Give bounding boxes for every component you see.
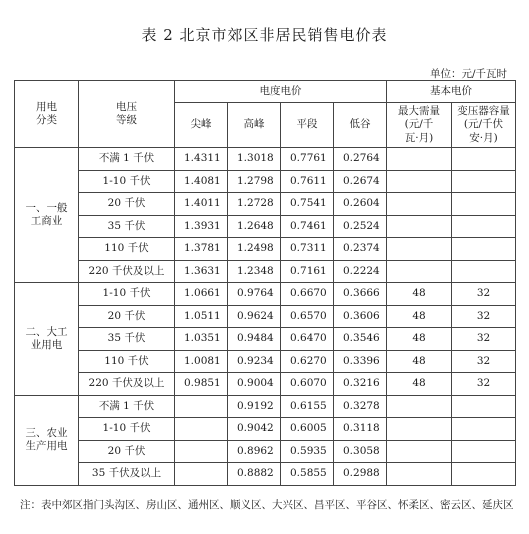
sharp-peak-price-cell: [175, 463, 228, 486]
voltage-cell: 20 千伏: [79, 193, 175, 216]
category-cell: 二、大工 业用电: [15, 283, 79, 396]
max-demand-price-cell: [387, 418, 452, 441]
flat-price-cell: 0.6270: [281, 350, 334, 373]
voltage-cell: 1-10 千伏: [79, 170, 175, 193]
max-demand-price-cell: [387, 193, 452, 216]
max-demand-price-cell: 48: [387, 305, 452, 328]
sharp-peak-price-cell: 1.4011: [175, 193, 228, 216]
table-row: [15, 463, 516, 486]
transformer-capacity-price-cell: [452, 238, 516, 261]
header-sharp-peak: 尖峰: [175, 103, 228, 148]
table-row: [15, 148, 516, 171]
transformer-capacity-price-cell: [452, 418, 516, 441]
max-demand-price-cell: 48: [387, 283, 452, 306]
valley-price-cell: 0.2604: [334, 193, 387, 216]
valley-price-cell: 0.3606: [334, 305, 387, 328]
voltage-cell: 220 千伏及以上: [79, 260, 175, 283]
sharp-peak-price-cell: 1.3781: [175, 238, 228, 261]
transformer-capacity-price-cell: 32: [452, 328, 516, 351]
voltage-cell: 不满 1 千伏: [79, 395, 175, 418]
header-flat: 平段: [281, 103, 334, 148]
max-demand-price-cell: [387, 238, 452, 261]
header-transformer-capacity: 变压器容量 (元/千伏 安·月): [452, 103, 516, 148]
voltage-cell: 不满 1 千伏: [79, 148, 175, 171]
sharp-peak-price-cell: 1.0511: [175, 305, 228, 328]
sharp-peak-price-cell: 1.3631: [175, 260, 228, 283]
voltage-cell: 20 千伏: [79, 440, 175, 463]
valley-price-cell: 0.3118: [334, 418, 387, 441]
voltage-cell: 35 千伏: [79, 328, 175, 351]
flat-price-cell: 0.7161: [281, 260, 334, 283]
valley-price-cell: 0.3396: [334, 350, 387, 373]
peak-price-cell: 0.9484: [228, 328, 281, 351]
footnote: 注：表中郊区指门头沟区、房山区、通州区、顺义区、大兴区、昌平区、平谷区、怀柔区、密云区、延庆区: [20, 499, 514, 511]
peak-price-cell: 0.9004: [228, 373, 281, 396]
table-row: [15, 373, 516, 396]
header-voltage: 电压 等级: [79, 81, 175, 148]
flat-price-cell: 0.6005: [281, 418, 334, 441]
peak-price-cell: 1.2348: [228, 260, 281, 283]
voltage-cell: 110 千伏: [79, 350, 175, 373]
sharp-peak-price-cell: [175, 395, 228, 418]
transformer-capacity-price-cell: [452, 440, 516, 463]
max-demand-price-cell: 48: [387, 350, 452, 373]
peak-price-cell: 0.9624: [228, 305, 281, 328]
flat-price-cell: 0.7761: [281, 148, 334, 171]
flat-price-cell: 0.6155: [281, 395, 334, 418]
sharp-peak-price-cell: [175, 418, 228, 441]
valley-price-cell: 0.2374: [334, 238, 387, 261]
valley-price-cell: 0.2674: [334, 170, 387, 193]
peak-price-cell: 0.9192: [228, 395, 281, 418]
category-cell: 一、一般 工商业: [15, 148, 79, 283]
table-row: [15, 328, 516, 351]
peak-price-cell: 0.9042: [228, 418, 281, 441]
flat-price-cell: 0.7311: [281, 238, 334, 261]
valley-price-cell: 0.2988: [334, 463, 387, 486]
transformer-capacity-price-cell: [452, 148, 516, 171]
transformer-capacity-price-cell: [452, 260, 516, 283]
table-row: [15, 350, 516, 373]
max-demand-price-cell: [387, 260, 452, 283]
peak-price-cell: 0.8882: [228, 463, 281, 486]
max-demand-price-cell: [387, 440, 452, 463]
peak-price-cell: 1.3018: [228, 148, 281, 171]
voltage-cell: 35 千伏及以上: [79, 463, 175, 486]
peak-price-cell: 1.2648: [228, 215, 281, 238]
header-category: 用电 分类: [15, 81, 79, 148]
price-table: [14, 80, 516, 486]
flat-price-cell: 0.7611: [281, 170, 334, 193]
table-row: [15, 283, 516, 306]
valley-price-cell: 0.3058: [334, 440, 387, 463]
max-demand-price-cell: 48: [387, 328, 452, 351]
table-row: [15, 395, 516, 418]
header-basic-price: 基本电价: [387, 81, 516, 103]
peak-price-cell: 1.2498: [228, 238, 281, 261]
sharp-peak-price-cell: [175, 440, 228, 463]
voltage-cell: 1-10 千伏: [79, 418, 175, 441]
max-demand-price-cell: [387, 215, 452, 238]
max-demand-price-cell: [387, 170, 452, 193]
voltage-cell: 220 千伏及以上: [79, 373, 175, 396]
transformer-capacity-price-cell: [452, 395, 516, 418]
header-energy-price: 电度电价: [175, 81, 387, 103]
flat-price-cell: 0.5935: [281, 440, 334, 463]
max-demand-price-cell: [387, 463, 452, 486]
table-row: [15, 305, 516, 328]
table-title: 表 2 北京市郊区非居民销售电价表: [141, 26, 388, 44]
voltage-cell: 110 千伏: [79, 238, 175, 261]
sharp-peak-price-cell: 1.0661: [175, 283, 228, 306]
table-row: [15, 215, 516, 238]
table-row: [15, 260, 516, 283]
valley-price-cell: 0.2764: [334, 148, 387, 171]
flat-price-cell: 0.6470: [281, 328, 334, 351]
flat-price-cell: 0.6070: [281, 373, 334, 396]
header-max-demand: 最大需量 (元/千 瓦·月): [387, 103, 452, 148]
transformer-capacity-price-cell: 32: [452, 305, 516, 328]
max-demand-price-cell: [387, 395, 452, 418]
sharp-peak-price-cell: 1.4081: [175, 170, 228, 193]
flat-price-cell: 0.6670: [281, 283, 334, 306]
valley-price-cell: 0.3666: [334, 283, 387, 306]
category-cell: 三、农业 生产用电: [15, 395, 79, 485]
peak-price-cell: 0.9234: [228, 350, 281, 373]
transformer-capacity-price-cell: 32: [452, 373, 516, 396]
transformer-capacity-price-cell: [452, 170, 516, 193]
peak-price-cell: 0.9764: [228, 283, 281, 306]
valley-price-cell: 0.3278: [334, 395, 387, 418]
valley-price-cell: 0.2224: [334, 260, 387, 283]
sharp-peak-price-cell: 0.9851: [175, 373, 228, 396]
max-demand-price-cell: [387, 148, 452, 171]
table-body: [15, 148, 516, 486]
voltage-cell: 1-10 千伏: [79, 283, 175, 306]
flat-price-cell: 0.7541: [281, 193, 334, 216]
max-demand-price-cell: 48: [387, 373, 452, 396]
transformer-capacity-price-cell: 32: [452, 283, 516, 306]
voltage-cell: 35 千伏: [79, 215, 175, 238]
table-row: [15, 418, 516, 441]
flat-price-cell: 0.7461: [281, 215, 334, 238]
voltage-cell: 20 千伏: [79, 305, 175, 328]
valley-price-cell: 0.3546: [334, 328, 387, 351]
flat-price-cell: 0.6570: [281, 305, 334, 328]
table-row: [15, 238, 516, 261]
table-row: [15, 440, 516, 463]
sharp-peak-price-cell: 1.0081: [175, 350, 228, 373]
sharp-peak-price-cell: 1.3931: [175, 215, 228, 238]
peak-price-cell: 1.2728: [228, 193, 281, 216]
transformer-capacity-price-cell: 32: [452, 350, 516, 373]
sharp-peak-price-cell: 1.4311: [175, 148, 228, 171]
table-row: [15, 193, 516, 216]
transformer-capacity-price-cell: [452, 215, 516, 238]
flat-price-cell: 0.5855: [281, 463, 334, 486]
header-peak: 高峰: [228, 103, 281, 148]
sharp-peak-price-cell: 1.0351: [175, 328, 228, 351]
table-row: [15, 170, 516, 193]
peak-price-cell: 0.8962: [228, 440, 281, 463]
valley-price-cell: 0.3216: [334, 373, 387, 396]
valley-price-cell: 0.2524: [334, 215, 387, 238]
header-valley: 低谷: [334, 103, 387, 148]
peak-price-cell: 1.2798: [228, 170, 281, 193]
unit-label: 单位：元/千瓦时: [429, 68, 507, 80]
transformer-capacity-price-cell: [452, 193, 516, 216]
transformer-capacity-price-cell: [452, 463, 516, 486]
